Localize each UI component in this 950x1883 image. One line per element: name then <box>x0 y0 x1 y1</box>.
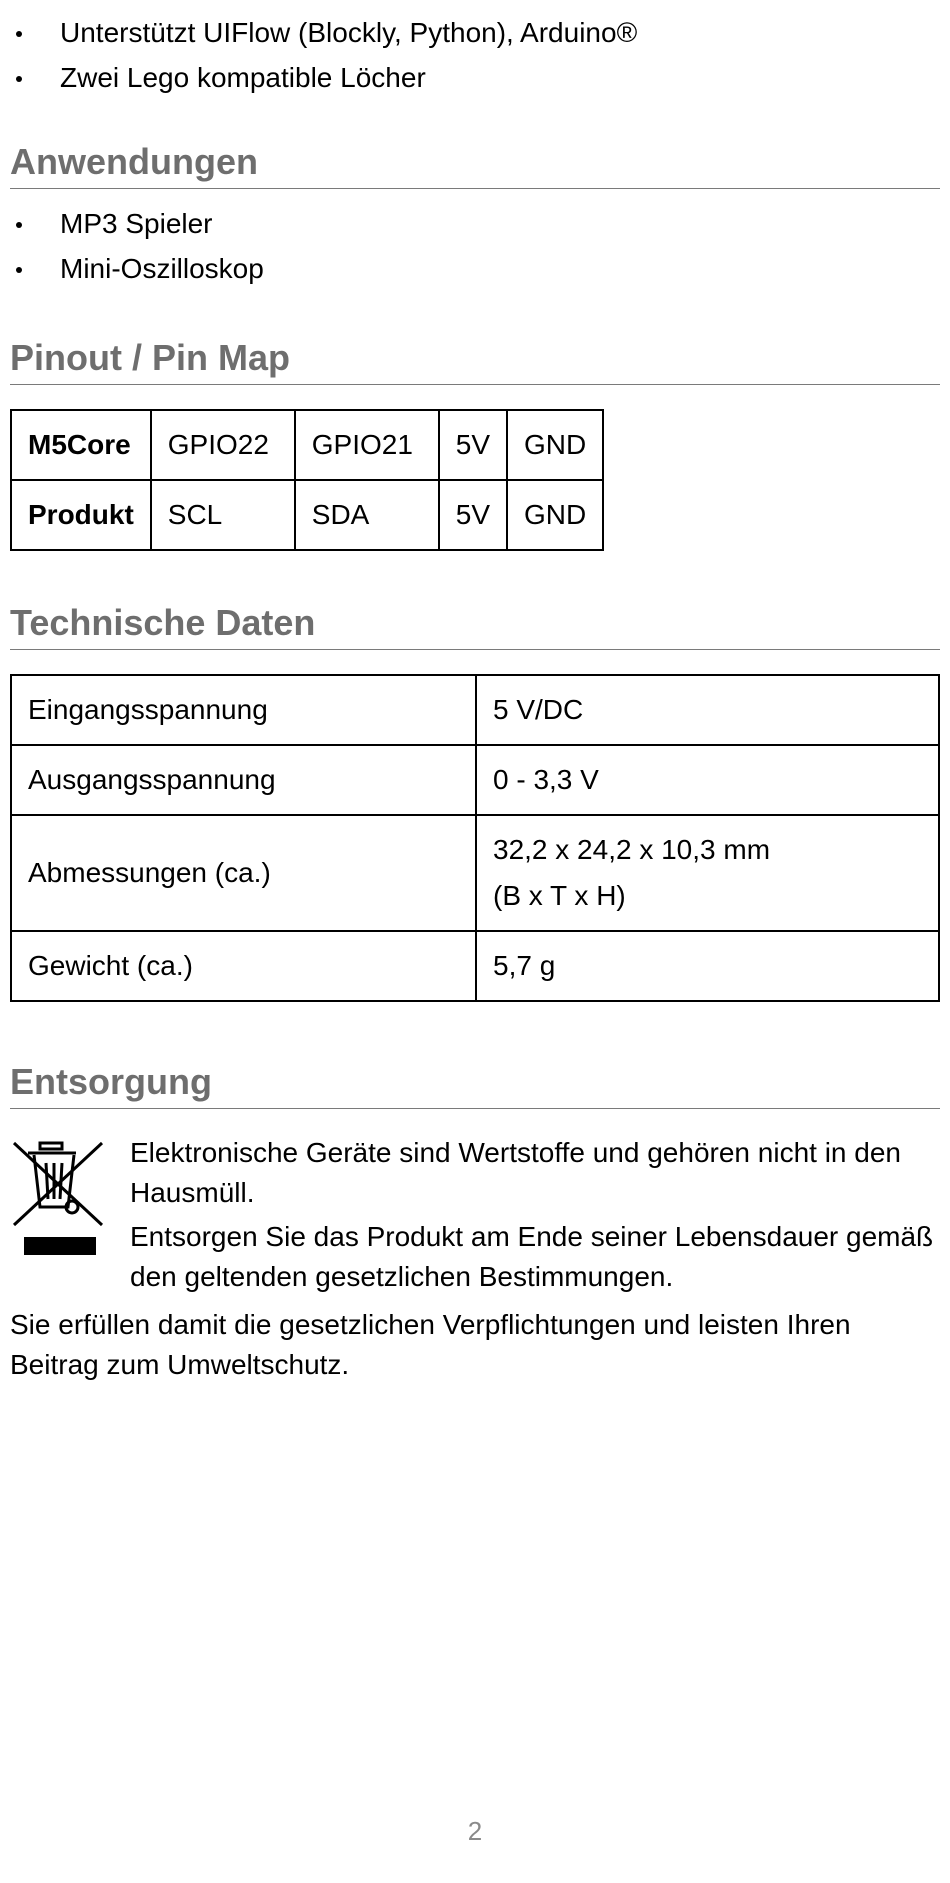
spec-value: 5 V/DC <box>476 675 939 745</box>
section-heading-pinout: Pinout / Pin Map <box>10 336 940 385</box>
section-heading-disposal: Entsorgung <box>10 1060 940 1109</box>
table-row <box>11 675 939 745</box>
section-heading-specs: Technische Daten <box>10 601 940 650</box>
disposal-paragraph: Sie erfüllen damit die gesetzlichen Verpflichtungen und leisten Ihren Beitrag zum Umweltschutz. <box>10 1309 851 1380</box>
table-row <box>11 480 603 550</box>
disposal-paragraph: Entsorgen Sie das Produkt am Ende seiner Lebensdauer gemäß den geltenden gesetzlichen Bestimmungen. <box>130 1221 934 1292</box>
spec-value-line: (B x T x H) <box>493 880 626 911</box>
row-header: Produkt <box>11 480 151 550</box>
row-header: M5Core <box>11 410 151 480</box>
spec-value <box>476 815 939 931</box>
disposal-paragraph: Elektronische Geräte sind Wertstoffe und gehören nicht in den Hausmüll. <box>130 1137 901 1208</box>
table-cell: 5V <box>439 410 507 480</box>
applications-list <box>10 201 940 291</box>
table-cell: SDA <box>295 480 439 550</box>
spec-value: 0 - 3,3 V <box>476 745 939 815</box>
table-row <box>11 410 603 480</box>
spec-key: Abmessungen (ca.) <box>11 815 476 931</box>
spec-key: Ausgangsspannung <box>11 745 476 815</box>
table-cell: GND <box>507 410 603 480</box>
disposal-block <box>10 1133 940 1297</box>
disposal-text <box>130 1133 940 1297</box>
specs-table <box>10 674 940 1002</box>
spec-key: Gewicht (ca.) <box>11 931 476 1001</box>
weee-crossed-bin-icon <box>10 1133 130 1297</box>
spec-key: Eingangsspannung <box>11 675 476 745</box>
section-heading-applications: Anwendungen <box>10 140 940 189</box>
table-cell: GND <box>507 480 603 550</box>
table-row <box>11 931 939 1001</box>
table-row <box>11 745 939 815</box>
spec-value-line: 32,2 x 24,2 x 10,3 mm <box>493 834 771 865</box>
page-number: 2 <box>467 1816 483 1846</box>
list-item: Zwei Lego kompatible Löcher <box>10 55 940 100</box>
table-cell: SCL <box>151 480 295 550</box>
table-cell: GPIO21 <box>295 410 439 480</box>
table-row <box>11 815 939 931</box>
list-item: Unterstützt UIFlow (Blockly, Python), Arduino® <box>10 10 940 55</box>
document-page <box>10 0 940 1385</box>
spec-value: 5,7 g <box>476 931 939 1001</box>
list-item: MP3 Spieler <box>10 201 940 246</box>
feature-list <box>10 10 940 100</box>
list-item: Mini-Oszilloskop <box>10 246 940 291</box>
pinout-table <box>10 409 604 551</box>
table-cell: GPIO22 <box>151 410 295 480</box>
table-cell: 5V <box>439 480 507 550</box>
